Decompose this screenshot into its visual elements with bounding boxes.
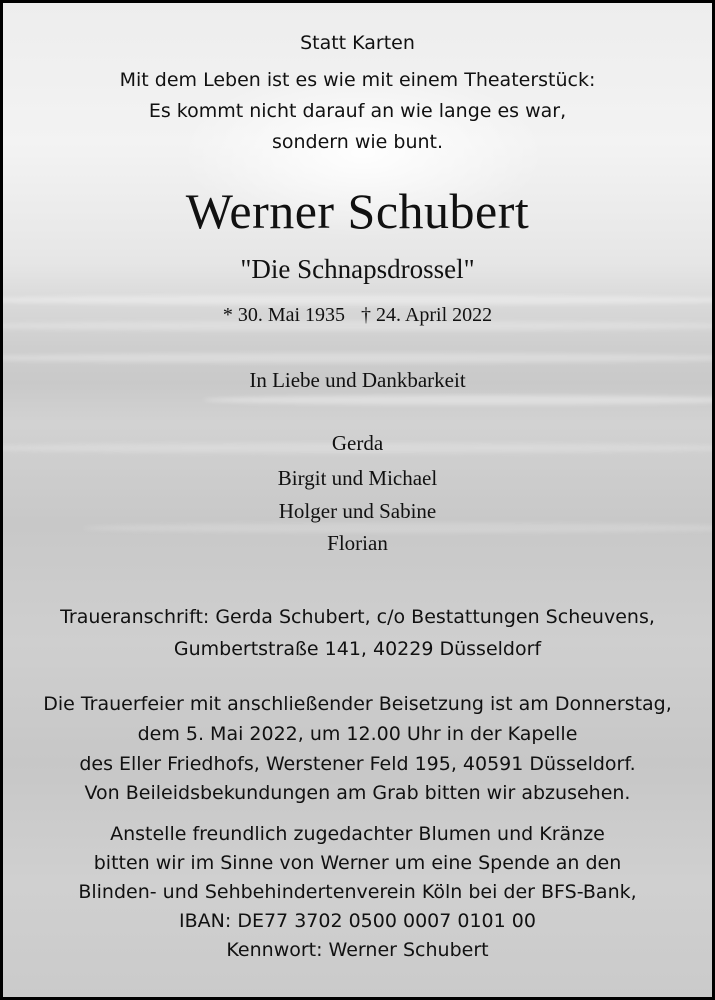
wave-decoration	[203, 395, 715, 405]
donation-line: bitten wir im Sinne von Werner um eine Spende an den	[93, 852, 622, 874]
quote-line: Es kommt nicht darauf an wie lange es war,	[148, 100, 567, 122]
header-label: Statt Karten	[300, 32, 415, 54]
address-line: Gumbertstraße 141, 40229 Düsseldorf	[173, 638, 542, 660]
deceased-nickname: "Die Schnapsdrossel"	[240, 254, 475, 284]
quote-line: Mit dem Leben ist es wie mit einem Theaterstück:	[119, 69, 596, 91]
dedication: In Liebe und Dankbarkeit	[249, 368, 466, 392]
mourner-name: Gerda	[331, 431, 384, 455]
donation-line: Kennwort: Werner Schubert	[226, 939, 489, 961]
death-date: † 24. April 2022	[361, 304, 493, 326]
wave-decoration	[0, 353, 715, 363]
ceremony-line: dem 5. Mai 2022, um 12.00 Uhr in der Kapelle	[137, 723, 578, 745]
ceremony-line: Von Beileidsbekundungen am Grab bitten wir abzusehen.	[84, 782, 631, 804]
donation-line: Anstelle freundlich zugedachter Blumen und Kränze	[110, 823, 605, 845]
birth-date: * 30. Mai 1935	[222, 304, 346, 326]
mourner-name: Holger und Sabine	[278, 499, 437, 523]
donation-line: IBAN: DE77 3702 0500 0007 0101 00	[179, 910, 536, 932]
mourner-name: Birgit und Michael	[277, 466, 438, 490]
ceremony-line: des Eller Friedhofs, Werstener Feld 195, 40591 Düsseldorf.	[79, 753, 636, 775]
address-line: Traueranschrift: Gerda Schubert, c/o Bestattungen Scheuvens,	[60, 606, 655, 628]
mourner-name: Florian	[327, 531, 388, 555]
deceased-name: Werner Schubert	[185, 183, 530, 239]
ceremony-line: Die Trauerfeier mit anschließender Beisetzung ist am Donnerstag,	[43, 693, 672, 715]
donation-line: Blinden- und Sehbehindertenverein Köln bei der BFS-Bank,	[78, 881, 637, 903]
quote-line: sondern wie bunt.	[271, 131, 444, 153]
life-dates	[3, 303, 712, 327]
